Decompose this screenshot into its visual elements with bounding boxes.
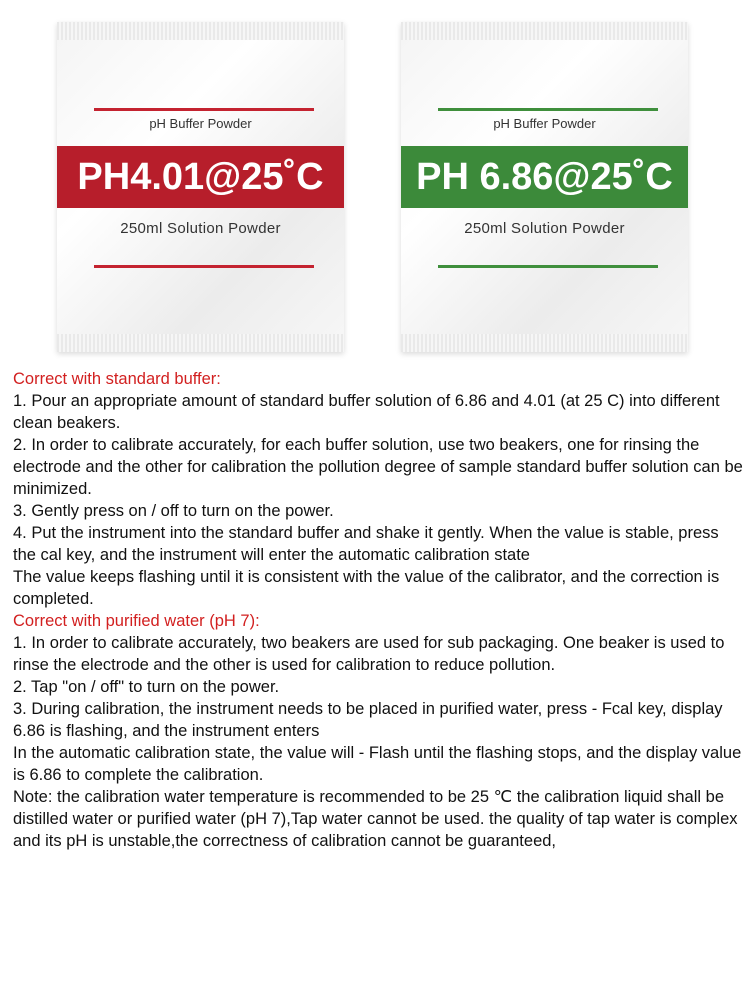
- calibration-instructions: [13, 368, 743, 852]
- sachet-seal-bottom: [57, 334, 344, 352]
- instruction-line: 1. In order to calibrate accurately, two beakers are used for sub packaging. One beaker is used to rinse the electrode and the other is used for calibration to reduce pollution.: [13, 634, 725, 674]
- sachet-sub-label: 250ml Solution Powder: [120, 220, 281, 237]
- red-rule-bottom: [94, 265, 314, 268]
- sachet-small-label: pH Buffer Powder: [493, 116, 596, 131]
- sachet-ph-band: PH 6.86@25˚C: [401, 146, 688, 208]
- instruction-line: 1. Pour an appropriate amount of standard buffer solution of 6.86 and 4.01 (at 25 C) into different clean beakers.: [13, 392, 720, 432]
- instruction-line: 3. Gently press on / off to turn on the power.: [13, 502, 334, 520]
- instruction-line: In the automatic calibration state, the value will - Flash until the flashing stops, and the display value is 6.86 to complete the calibration.: [13, 744, 742, 784]
- instruction-line: 4. Put the instrument into the standard buffer and shake it gently. When the value is stable, press the cal key, and the instrument will enter the automatic calibration state: [13, 524, 719, 564]
- sachet-seal-top: [57, 22, 344, 40]
- green-rule-top: [438, 108, 658, 111]
- sachet-ph401: [57, 22, 344, 352]
- product-photo: [0, 0, 750, 365]
- red-rule-top: [94, 108, 314, 111]
- instruction-line: 2. Tap "on / off" to turn on the power.: [13, 678, 280, 696]
- section-heading-purified-water: Correct with purified water (pH 7):: [13, 612, 260, 630]
- instruction-line: 3. During calibration, the instrument needs to be placed in purified water, press - Fcal key, display 6.86 is flashing, and the instrument enters: [13, 700, 723, 740]
- sachet-ph-band: PH4.01@25˚C: [57, 146, 344, 208]
- sachet-seal-bottom: [401, 334, 688, 352]
- section-heading-standard-buffer: Correct with standard buffer:: [13, 370, 221, 388]
- instruction-line: The value keeps flashing until it is consistent with the value of the calibrator, and the correction is completed.: [13, 568, 720, 608]
- sachet-small-label: pH Buffer Powder: [149, 116, 252, 131]
- green-rule-bottom: [438, 265, 658, 268]
- sachet-sub-label: 250ml Solution Powder: [464, 220, 625, 237]
- sachet-seal-top: [401, 22, 688, 40]
- sachet-ph686: [401, 22, 688, 352]
- instruction-line: 2. In order to calibrate accurately, for each buffer solution, use two beakers, one for rinsing the electrode and the other for calibration the pollution degree of sample standard buffer solution can be minimized.: [13, 436, 743, 498]
- instruction-line: Note: the calibration water temperature is recommended to be 25 ℃ the calibration liquid shall be distilled water or purified water (pH 7),Tap water cannot be used. the quality of tap water is complex and its pH is unstable,the correctness of calibration cannot be guaranteed,: [13, 788, 738, 850]
